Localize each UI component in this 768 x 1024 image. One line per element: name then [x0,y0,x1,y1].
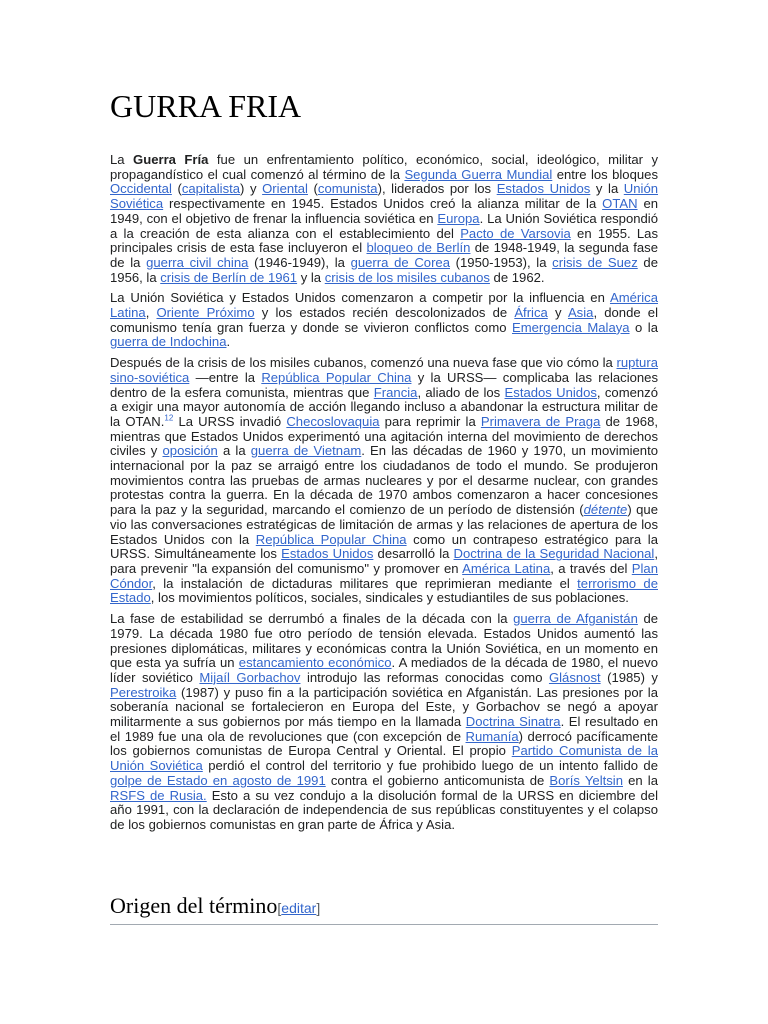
text-run: , la instalación de dictaduras militares que reprimieran mediante el [152,575,578,591]
article-link[interactable]: Europa [437,210,480,226]
text-run: de 1968, mientras que Estados Unidos experimentó una agitación interna del movimiento de derechos civiles y [110,413,658,459]
text-run: , [145,305,157,321]
article-link[interactable]: RSFS de Rusia. [110,787,207,803]
article-link[interactable]: Estados Unidos [504,384,597,400]
article-link[interactable]: Doctrina de la Seguridad Nacional [453,546,655,562]
text-run: ( [171,181,182,197]
article-link[interactable]: Doctrina Sinatra [465,714,561,730]
text-run: La [110,152,134,167]
text-run: . [226,334,231,350]
text-run: contra el gobierno anticomunista de [325,772,550,788]
text-run: ), liderados por los [377,181,497,197]
text-run: (1946-1949), la [248,254,351,270]
text-run: , comenzó a exigir una mayor autonomía de acción llegando incluso a abandonar la estructura militar de la OTAN. [110,384,658,429]
article-link[interactable]: terrorismo de Estado [110,575,658,606]
article-link[interactable]: comunista [317,181,378,197]
article-link[interactable]: África [514,305,548,321]
article-link[interactable]: Rumanía [465,728,519,744]
article-link[interactable]: América Latina [462,560,551,576]
paragraph-4 [110,612,658,833]
text-run: de 1948-1949, la segunda fase de la [110,240,658,270]
edit-bracket-open: [ [277,900,282,916]
article-link[interactable]: Unión Soviética [110,181,659,212]
paragraph-1 [110,153,658,285]
text-run: , los movimientos políticos, sociales, sindicales y estudiantiles de sus poblaciones. [150,590,629,606]
text-run: de 1979. La década 1980 fue otro período de tensión elevada. Estados Unidos aumentó las presiones diplomáticas, militares y económicas contra la Unión Soviética, en un momento en que esta ya sufría un [110,611,659,671]
text-run: , a través del [550,560,632,576]
article-link[interactable]: guerra de Vietnam [250,443,362,459]
article-link[interactable]: Partido Comunista de la Unión Soviética [110,743,658,774]
article-link[interactable]: Primavera de Praga [480,413,601,429]
article-link[interactable]: guerra de Afganistán [513,611,638,627]
text-run: de 1956, la [110,254,658,285]
article-link[interactable]: Perestroika [110,684,177,700]
article-link[interactable]: América Latina [110,290,658,321]
article-link[interactable]: Plan Cóndor [110,560,658,591]
text-run: . A mediados de la década de 1980, el nuevo líder soviético [110,655,658,685]
article-link[interactable]: Asia [567,305,594,321]
text-run: (1950-1953), la [450,254,553,270]
section-heading-text: Origen del término [110,893,278,918]
text-run: Esto a su vez condujo a la disolución formal de la URSS en diciembre del año 1991, con la declaración de independencia de sus repúblicas constituyentes y el colapso de los gobiernos comunistas en gran parte de África y Asia. [110,787,659,832]
text-run: La Unión Soviética y Estados Unidos comenzaron a competir por la influencia en [110,290,610,306]
article-link[interactable]: Oriental [262,181,308,197]
article-link[interactable]: OTAN [602,196,638,212]
article-link[interactable]: estancamiento económico [238,655,392,671]
text-run: de 1962. [489,269,545,285]
article-link[interactable]: Segunda Guerra Mundial [404,166,553,182]
text-run: , para prevenir "la expansión del comunismo" y promover en [110,546,658,576]
article-link[interactable]: guerra civil china [146,254,249,270]
article-link[interactable]: guerra de Indochina [110,334,227,350]
article-link[interactable]: détente [583,502,628,518]
reference-marker[interactable]: 12 [164,413,174,423]
paragraph-2 [110,291,658,350]
article-link[interactable]: Estados Unidos [496,181,591,197]
article-link[interactable]: crisis de Suez [552,254,638,270]
text-run: . En las décadas de 1960 y 1970, un movimiento internacional por la paz se arraigó entre los ciudadanos de todo el mundo. Se produjeron movimientos contra las pruebas de armas nucleares y por el desarme nuclear, con grandes protestas contra la guerra. En la década de 1970 ambos comenzaron a hacer concesiones para la paz y la seguridad, marcando el comienzo de un período de distensión ( [110,443,658,518]
article-link[interactable]: crisis de Berlín de 1961 [160,269,298,285]
text-run: introdujo las reformas conocidas como [300,669,549,685]
text-run: (1987) y puso fin a la participación soviética en Afganistán. Las presiones por la soberanía nacional se fortalecieron en Europa del Este, y Gorbachov se negó a apoyar militarmente a sus gobiernos por más tiempo en la llamada [110,684,658,730]
article-body [110,153,658,839]
bold-term: Guerra Fría [133,152,209,167]
text-run: a la [217,443,251,459]
article-link[interactable]: bloqueo de Berlín [366,240,471,256]
text-run: . El resultado en el 1989 fue una ola de revoluciones que (con excepción de [110,714,659,744]
article-link[interactable]: República Popular China [261,369,412,385]
text-run: La URSS invadió [173,413,287,429]
article-link[interactable]: Glásnost [548,669,601,685]
text-run: —entre la [189,369,262,385]
article-link[interactable]: Francia [373,384,418,400]
text-run: como un contrapeso estratégico para la URSS. Simultáneamente los [110,531,658,562]
text-run: ) y [240,181,263,197]
text-run: ) que vio las conversaciones estratégicas de limitación de armas y las relaciones de apertura de los Estados Unidos con la [110,502,658,547]
text-run: desarrolló la [373,546,454,562]
text-run: y la [590,181,624,197]
text-run: en la [622,772,659,788]
edit-bracket-close: ] [316,900,321,916]
text-run: , donde el comunismo tenía gran fuerza y donde se vivieron conflictos como [110,305,658,335]
text-run: ) derrocó pacíficamente los gobiernos comunistas de Europa Central y Oriental. El propio [110,728,658,759]
article-link[interactable]: Estados Unidos [281,546,374,562]
text-run: fue un enfrentamiento político, económico, social, ideológico, militar y propagandístico el cual comenzó al término de la [110,152,658,182]
text-run: La fase de estabilidad se derrumbó a finales de la década con la [110,611,514,627]
paragraph-3 [110,356,658,606]
text-run: y [547,305,568,321]
text-run: y la [297,269,325,285]
text-run: . La Unión Soviética respondió a la creación de esta alianza con el establecimiento del [110,210,658,241]
article-link[interactable]: golpe de Estado en agosto de 1991 [110,772,326,788]
text-run: y los estados recién descolonizados de [254,305,515,321]
text-run: (1985) y [600,669,658,685]
article-link[interactable]: ruptura sino-soviética [110,355,658,385]
text-run: , aliado de los [417,384,505,400]
article-link[interactable]: Checoslovaquia [286,413,380,429]
text-run: y la URSS— complicaba las relaciones dentro de la esfera comunista, mientras que [110,369,658,400]
page-title: GURRA FRIA [110,88,302,124]
text-run: para reprimir la [379,413,481,429]
article-link[interactable]: guerra de Corea [350,254,450,270]
section-heading [110,893,658,925]
article-link[interactable]: oposición [162,443,218,459]
text-run: entre los bloques [552,166,658,182]
text-run: respectivamente en 1945. Estados Unidos creó la alianza militar de la [163,196,603,212]
text-run: ( [307,181,318,197]
article-link[interactable]: crisis de los misiles cubanos [324,269,490,285]
article-link[interactable]: Emergencia Malaya [512,319,630,335]
text-run: o la [629,319,658,335]
edit-link[interactable]: editar [281,900,317,916]
article-link[interactable]: Occidental [110,181,172,197]
article-link[interactable]: Borís Yeltsin [549,772,623,788]
text-run: perdió el control del territorio y fue prohibido luego de un intento fallido de [202,758,658,774]
article-link[interactable]: Pacto de Varsovia [460,225,571,241]
article-link[interactable]: República Popular China [255,531,407,547]
text-run: en 1949, con el objetivo de frenar la influencia soviética en [110,196,659,226]
article-link[interactable]: Mijaíl Gorbachov [199,669,301,685]
text-run: Después de la crisis de los misiles cubanos, comenzó una nueva fase que vio cómo la [110,355,617,371]
text-run: en 1955. Las principales crisis de esta fase incluyeron el [110,225,659,256]
article-link[interactable]: Oriente Próximo [156,305,255,321]
article-link[interactable]: capitalista [181,181,241,197]
